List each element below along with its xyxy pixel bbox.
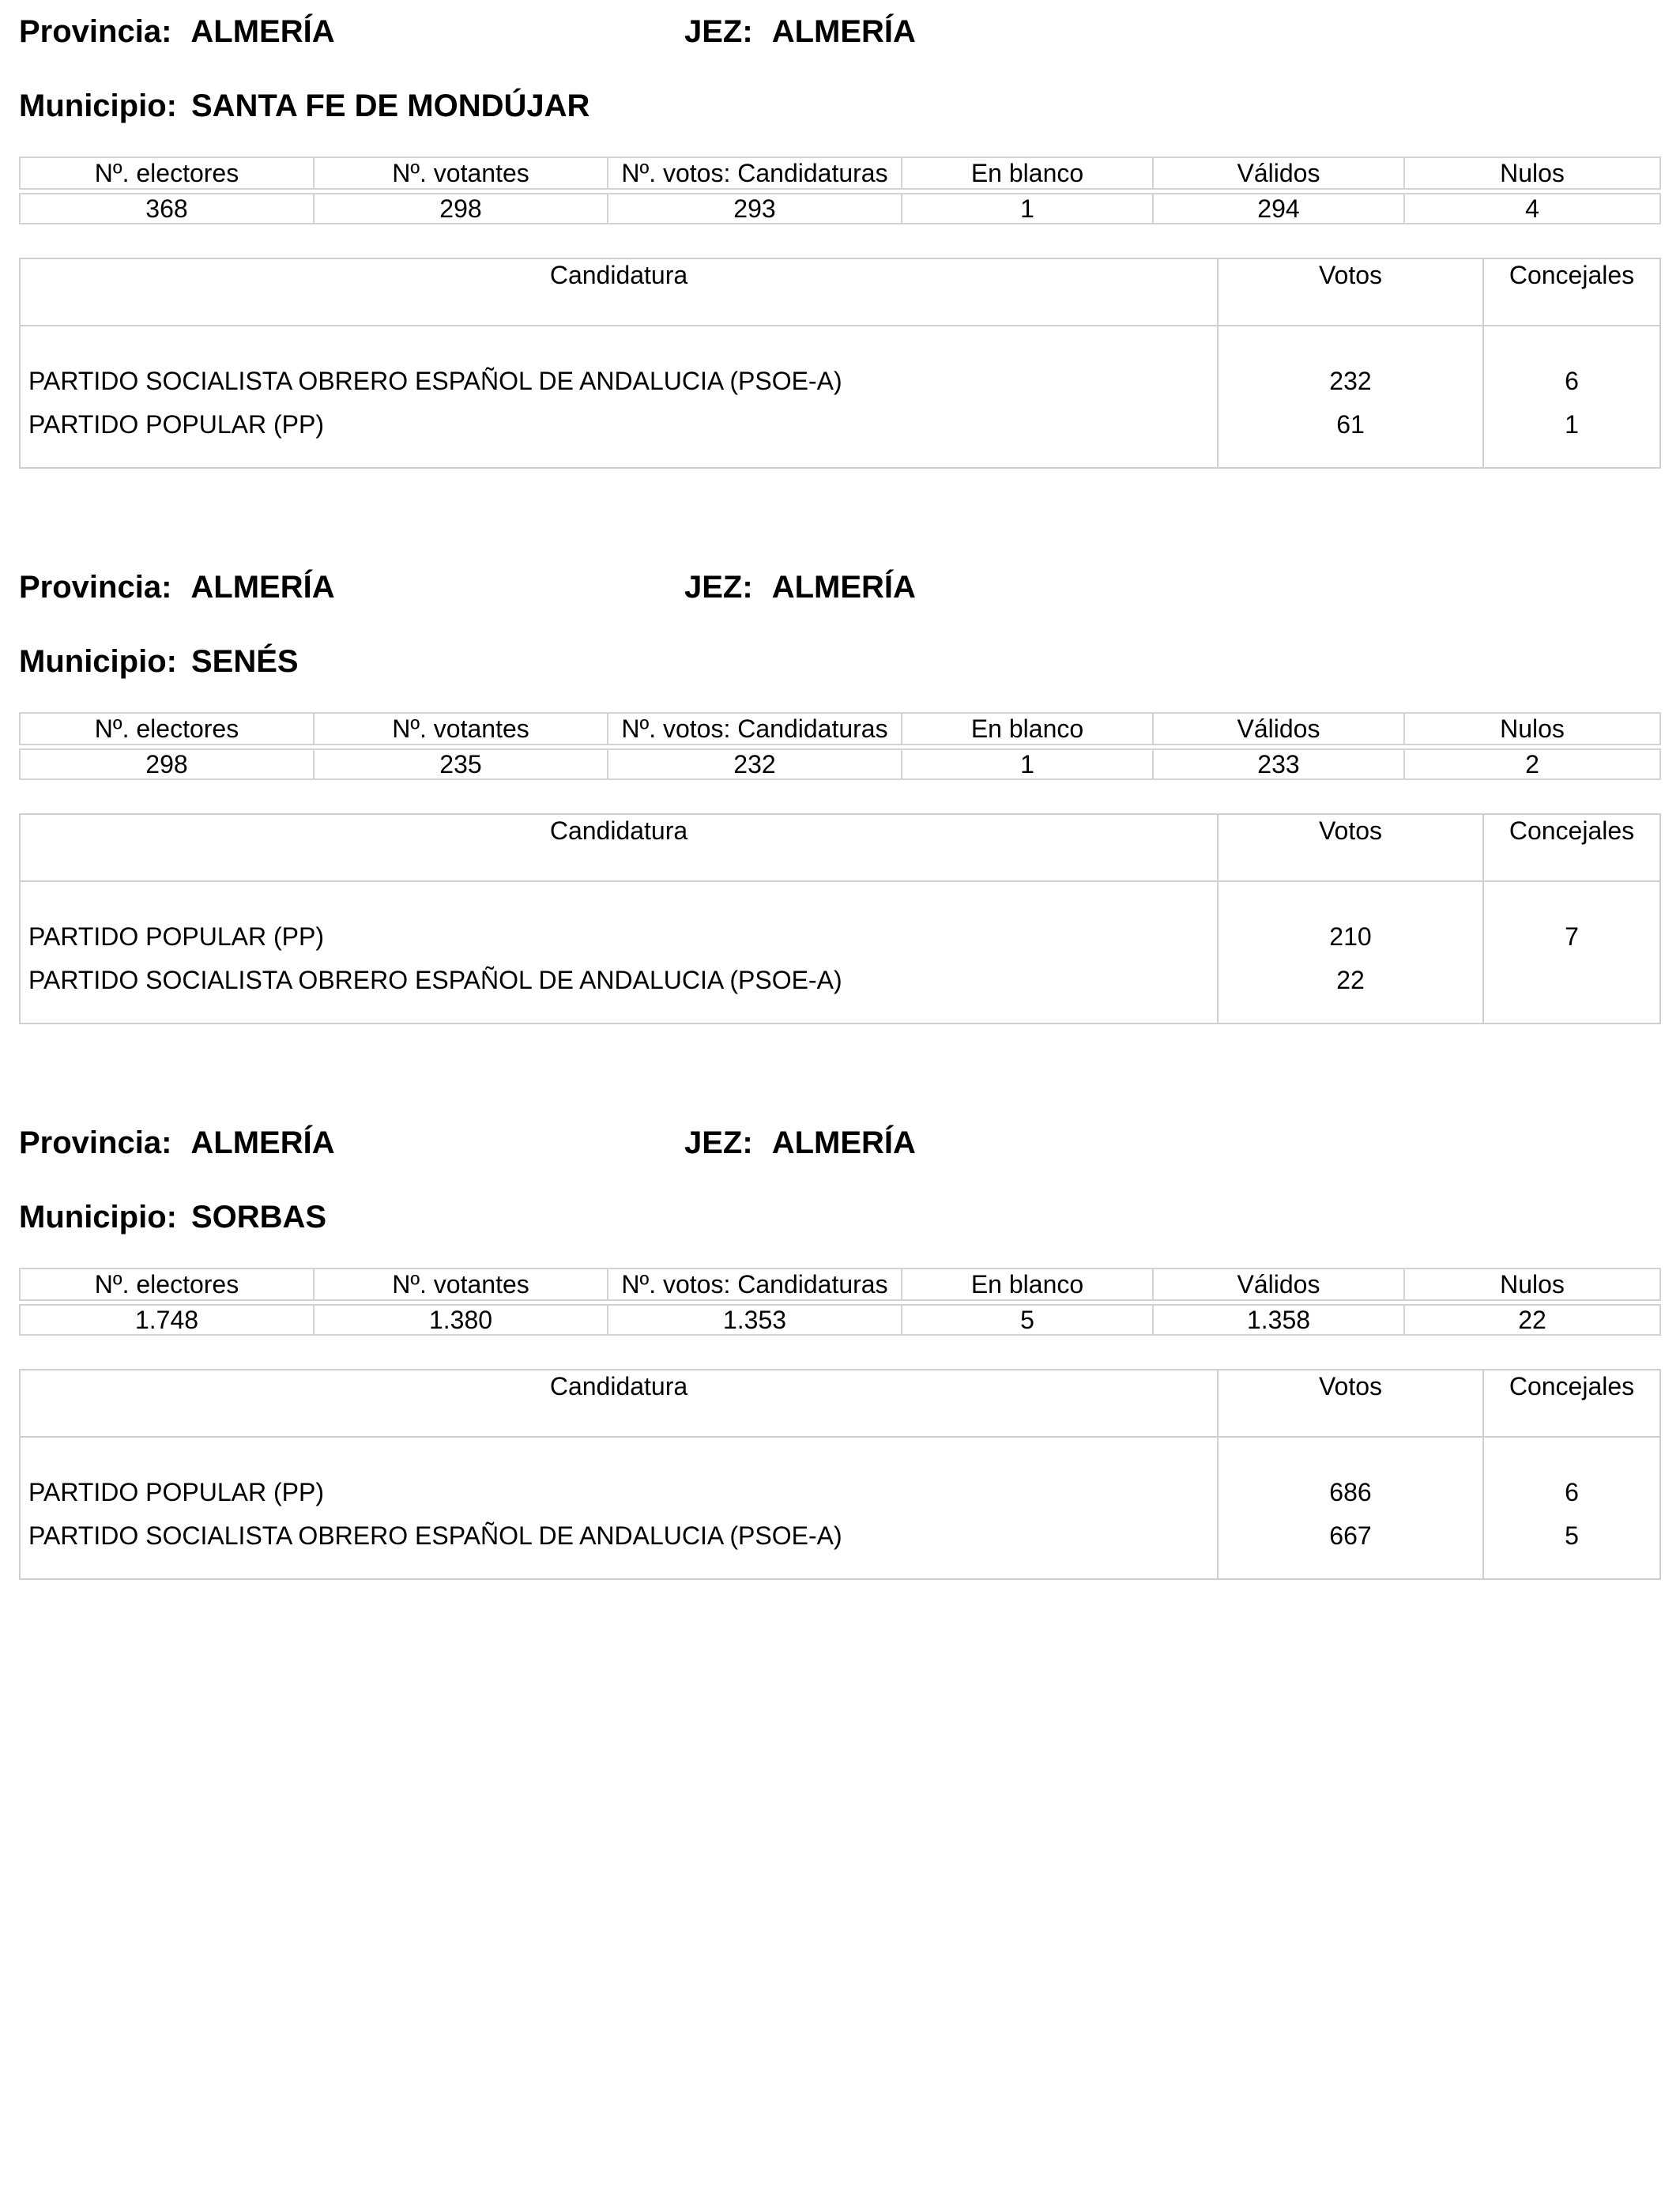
provincia-label: Provincia:: [19, 14, 172, 49]
table-row: [20, 956, 1660, 1023]
candidatura-votos: 232: [1218, 326, 1483, 401]
jez-value: ALMERÍA: [771, 1125, 916, 1160]
summary-nulos: 2: [1404, 749, 1660, 779]
municipio-value: SENÉS: [190, 644, 299, 679]
summary-header-votos-candidaturas: Nº. votos: Candidaturas: [608, 713, 902, 745]
header-candidatura: Candidatura: [20, 258, 1218, 326]
candidatura-name: PARTIDO POPULAR (PP): [28, 922, 324, 951]
candidaturas-header-row: [20, 814, 1660, 881]
table-row: [20, 1512, 1660, 1579]
summary-votos-candidaturas: 293: [608, 194, 902, 224]
header-concejales: Concejales: [1483, 258, 1660, 326]
municipio-label: Municipio:: [19, 644, 177, 679]
candidatura-votos: 686: [1218, 1437, 1483, 1512]
provincia-label: Provincia:: [19, 1125, 172, 1160]
candidatura-name: PARTIDO SOCIALISTA OBRERO ESPAÑOL DE ANDALUCIA (PSOE-A): [28, 367, 842, 395]
municipio-header: [19, 646, 299, 677]
provincia-value: ALMERÍA: [190, 570, 335, 605]
summary-en-blanco: 1: [902, 749, 1153, 779]
summary-header-electores: Nº. electores: [20, 713, 314, 745]
jez-value: ALMERÍA: [771, 570, 916, 605]
candidatura-name: PARTIDO SOCIALISTA OBRERO ESPAÑOL DE ANDALUCIA (PSOE-A): [28, 966, 842, 994]
summary-header-votantes: Nº. votantes: [314, 713, 608, 745]
summary-validos: 233: [1153, 749, 1404, 779]
candidatura-concejales: 6: [1483, 1437, 1660, 1512]
summary-value-row: [20, 749, 1660, 779]
municipio-label: Municipio:: [19, 1200, 177, 1235]
jez-header: [684, 16, 916, 47]
header-votos: Votos: [1218, 814, 1483, 881]
provincia-value: ALMERÍA: [190, 14, 335, 49]
jez-header: [684, 571, 916, 603]
candidatura-name: PARTIDO POPULAR (PP): [28, 1478, 324, 1506]
header-votos: Votos: [1218, 1370, 1483, 1437]
candidatura-name: PARTIDO POPULAR (PP): [28, 410, 324, 439]
summary-header-electores: Nº. electores: [20, 1269, 314, 1300]
candidatura-concejales: 1: [1483, 401, 1660, 468]
candidatura-votos: 210: [1218, 881, 1483, 956]
municipio-label: Municipio:: [19, 89, 177, 123]
summary-header-en-blanco: En blanco: [902, 157, 1153, 189]
summary-header-votantes: Nº. votantes: [314, 157, 608, 189]
summary-value-row: [20, 194, 1660, 224]
candidatura-concejales: [1483, 956, 1660, 1023]
summary-header-votos-candidaturas: Nº. votos: Candidaturas: [608, 1269, 902, 1300]
summary-header-row: [20, 157, 1660, 189]
summary-table: [19, 156, 1661, 224]
summary-votos-candidaturas: 1.353: [608, 1305, 902, 1335]
summary-electores: 298: [20, 749, 314, 779]
jez-label: JEZ:: [684, 570, 753, 605]
header-candidatura: Candidatura: [20, 814, 1218, 881]
provincia-label: Provincia:: [19, 570, 172, 605]
summary-nulos: 22: [1404, 1305, 1660, 1335]
summary-header-validos: Válidos: [1153, 713, 1404, 745]
municipio-value: SORBAS: [190, 1200, 327, 1235]
summary-header-votos-candidaturas: Nº. votos: Candidaturas: [608, 157, 902, 189]
provincia-header: [19, 1127, 335, 1159]
summary-nulos: 4: [1404, 194, 1660, 224]
candidatura-name: PARTIDO SOCIALISTA OBRERO ESPAÑOL DE ANDALUCIA (PSOE-A): [28, 1521, 842, 1550]
jez-value: ALMERÍA: [771, 14, 916, 49]
summary-header-votantes: Nº. votantes: [314, 1269, 608, 1300]
candidaturas-table: [19, 258, 1661, 469]
header-candidatura: Candidatura: [20, 1370, 1218, 1437]
header-concejales: Concejales: [1483, 814, 1660, 881]
summary-en-blanco: 1: [902, 194, 1153, 224]
summary-votos-candidaturas: 232: [608, 749, 902, 779]
summary-votantes: 1.380: [314, 1305, 608, 1335]
summary-header-validos: Válidos: [1153, 157, 1404, 189]
table-row: [20, 1437, 1660, 1512]
summary-header-nulos: Nulos: [1404, 1269, 1660, 1300]
municipio-header: [19, 1201, 326, 1233]
summary-electores: 368: [20, 194, 314, 224]
candidatura-concejales: 5: [1483, 1512, 1660, 1579]
summary-header-nulos: Nulos: [1404, 157, 1660, 189]
jez-header: [684, 1127, 916, 1159]
summary-header-en-blanco: En blanco: [902, 713, 1153, 745]
summary-header-en-blanco: En blanco: [902, 1269, 1153, 1300]
summary-header-row: [20, 1269, 1660, 1300]
candidatura-votos: 22: [1218, 956, 1483, 1023]
summary-en-blanco: 5: [902, 1305, 1153, 1335]
provincia-header: [19, 571, 335, 603]
summary-header-row: [20, 713, 1660, 745]
summary-votantes: 298: [314, 194, 608, 224]
summary-header-electores: Nº. electores: [20, 157, 314, 189]
table-row: [20, 881, 1660, 956]
summary-votantes: 235: [314, 749, 608, 779]
municipio-header: [19, 90, 590, 122]
jez-label: JEZ:: [684, 14, 753, 49]
table-row: [20, 326, 1660, 401]
summary-header-nulos: Nulos: [1404, 713, 1660, 745]
summary-table: [19, 712, 1661, 780]
table-row: [20, 401, 1660, 468]
provincia-value: ALMERÍA: [190, 1125, 335, 1160]
header-votos: Votos: [1218, 258, 1483, 326]
municipio-value: SANTA FE DE MONDÚJAR: [190, 89, 590, 123]
candidatura-concejales: 6: [1483, 326, 1660, 401]
candidatura-votos: 61: [1218, 401, 1483, 468]
summary-validos: 1.358: [1153, 1305, 1404, 1335]
candidaturas-table: [19, 1369, 1661, 1580]
provincia-header: [19, 16, 335, 47]
summary-table: [19, 1268, 1661, 1336]
jez-label: JEZ:: [684, 1125, 753, 1160]
summary-electores: 1.748: [20, 1305, 314, 1335]
summary-validos: 294: [1153, 194, 1404, 224]
candidatura-votos: 667: [1218, 1512, 1483, 1579]
candidaturas-header-row: [20, 258, 1660, 326]
header-concejales: Concejales: [1483, 1370, 1660, 1437]
candidatura-concejales: 7: [1483, 881, 1660, 956]
summary-header-validos: Válidos: [1153, 1269, 1404, 1300]
candidaturas-table: [19, 813, 1661, 1024]
summary-value-row: [20, 1305, 1660, 1335]
candidaturas-header-row: [20, 1370, 1660, 1437]
